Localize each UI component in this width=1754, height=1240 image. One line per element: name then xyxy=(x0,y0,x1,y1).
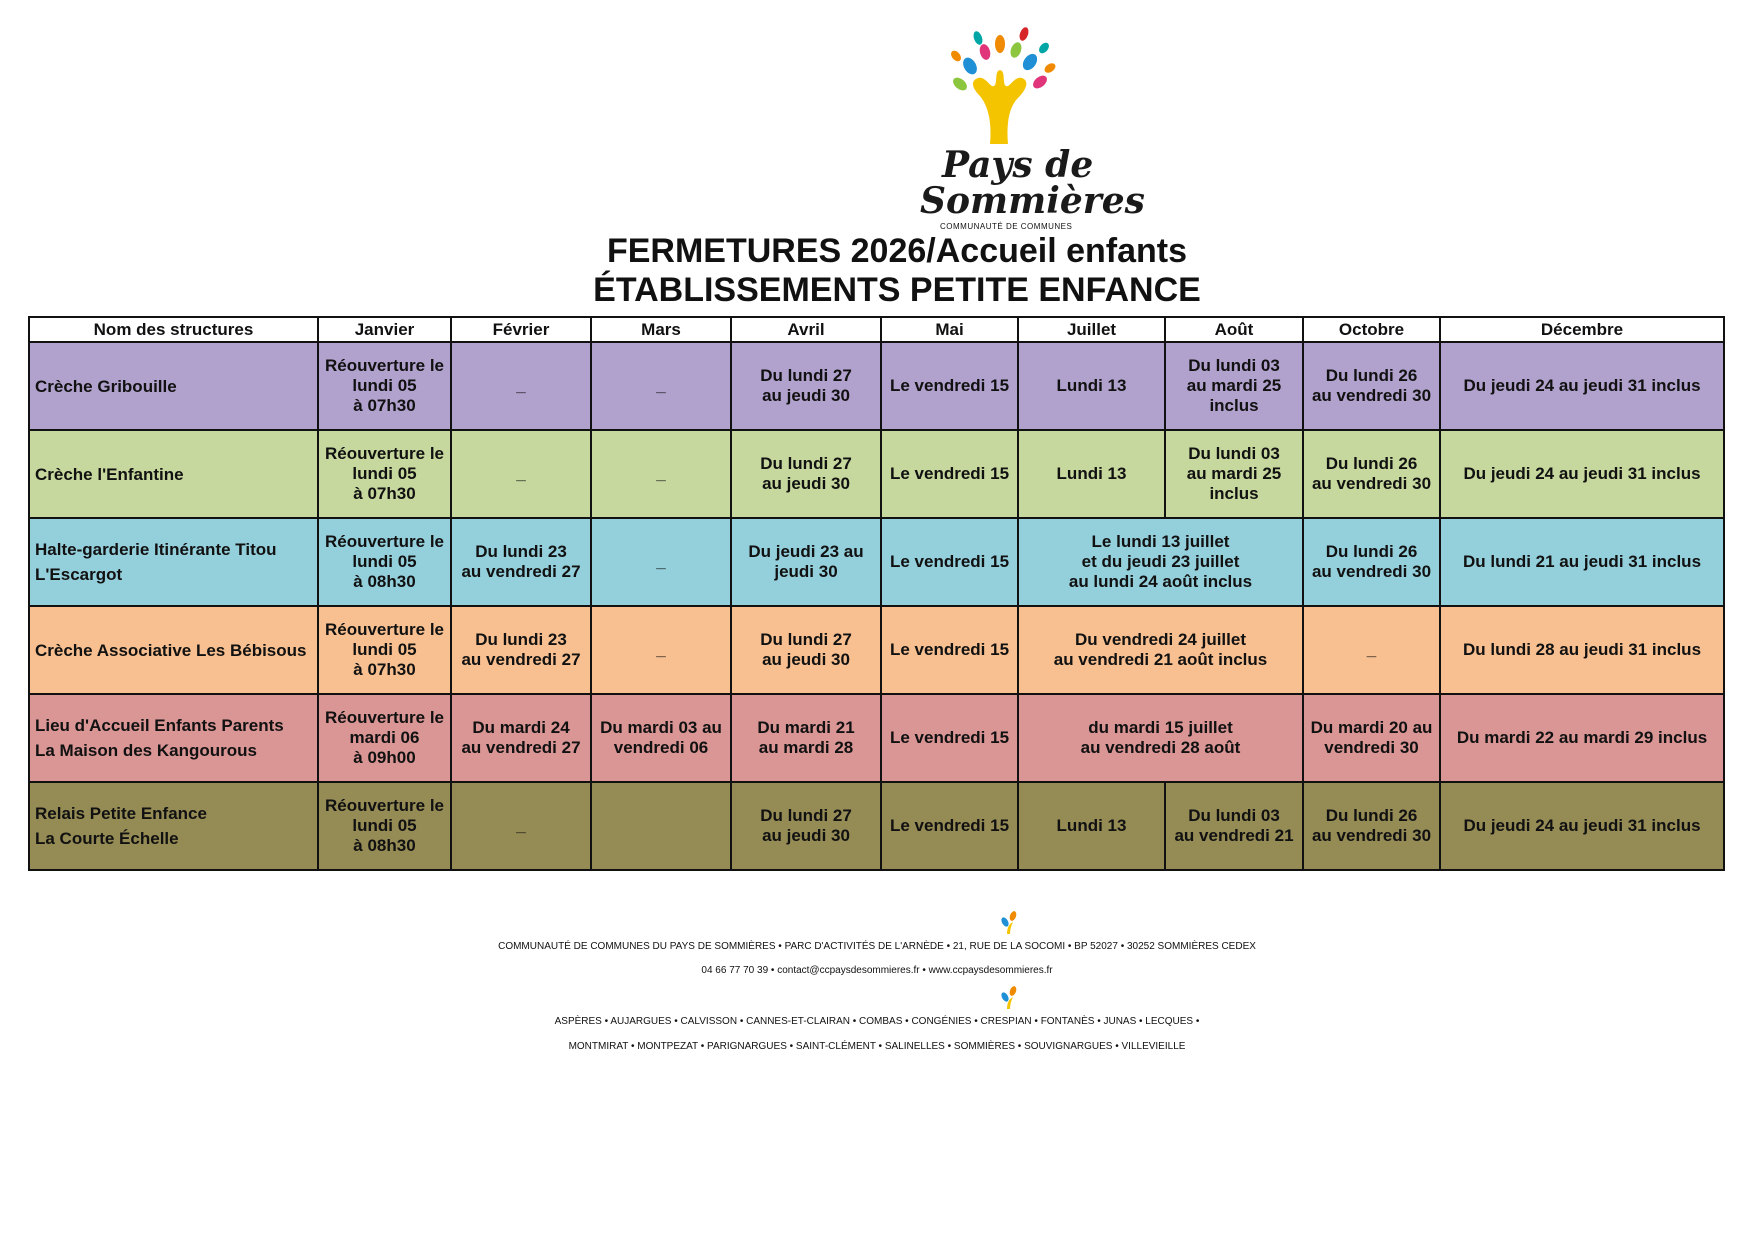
cell-mars: Du mardi 03 au vendredi 06 xyxy=(591,694,731,782)
cell-decembre: Du lundi 21 au jeudi 31 inclus xyxy=(1440,518,1724,606)
cell-decembre: Du jeudi 24 au jeudi 31 inclus xyxy=(1440,342,1724,430)
cell-mars: _ xyxy=(591,430,731,518)
cell-mai: Le vendredi 15 xyxy=(881,606,1018,694)
page-title: FERMETURES 2026/Accueil enfants xyxy=(606,232,1188,270)
table-header-row xyxy=(29,317,1724,342)
cell-avril: Du jeudi 23 au jeudi 30 xyxy=(731,518,881,606)
cell-octobre: Du lundi 26 au vendredi 30 xyxy=(1303,518,1440,606)
logo-line-1: Pays de xyxy=(942,144,1094,186)
cell-avril: Du lundi 27 au jeudi 30 xyxy=(731,430,881,518)
page-subtitle: ÉTABLISSEMENTS PETITE ENFANCE xyxy=(593,271,1201,309)
header-juillet: Juillet xyxy=(1018,317,1165,342)
table-row xyxy=(29,694,1724,782)
cell-fevrier: Du mardi 24 au vendredi 27 xyxy=(451,694,591,782)
row-name: Crèche Associative Les Bébisous xyxy=(29,606,318,694)
footer-contact: 04 66 77 70 39 • contact@ccpaysdesommieres.fr • www.ccpaysdesommieres.fr xyxy=(701,965,1053,976)
logo xyxy=(900,26,1145,236)
table-row xyxy=(29,782,1724,870)
footer-address: COMMUNAUTÉ DE COMMUNES DU PAYS DE SOMMIÈRES • PARC D'ACTIVITÉS DE L'ARNÈDE • 21, RUE DE LA SOCOMI • BP 52027 • 30252 SOMMIÈRES CEDEX xyxy=(498,941,1256,952)
cell-octobre: _ xyxy=(1303,606,1440,694)
cell-mai: Le vendredi 15 xyxy=(881,782,1018,870)
header-mai: Mai xyxy=(881,317,1018,342)
row-name: Lieu d'Accueil Enfants Parents La Maison des Kangourous xyxy=(29,694,318,782)
cell-avril: Du lundi 27 au jeudi 30 xyxy=(731,606,881,694)
closures-table xyxy=(28,316,1725,871)
header-nom: Nom des structures xyxy=(29,317,318,342)
table-row xyxy=(29,342,1724,430)
cell-octobre: Du lundi 26 au vendredi 30 xyxy=(1303,430,1440,518)
table-row xyxy=(29,430,1724,518)
cell-juillet-aout: Le lundi 13 juillet et du jeudi 23 juillet au lundi 24 août inclus xyxy=(1018,518,1303,606)
cell-mai: Le vendredi 15 xyxy=(881,518,1018,606)
leaf-logo-icon xyxy=(997,910,1021,936)
row-name: Crèche l'Enfantine xyxy=(29,430,318,518)
cell-avril: Du mardi 21 au mardi 28 xyxy=(731,694,881,782)
cell-janvier: Réouverture le lundi 05 à 07h30 xyxy=(318,430,451,518)
header-janvier: Janvier xyxy=(318,317,451,342)
cell-decembre: Du mardi 22 au mardi 29 inclus xyxy=(1440,694,1724,782)
cell-mars xyxy=(591,782,731,870)
header-octobre: Octobre xyxy=(1303,317,1440,342)
cell-fevrier: _ xyxy=(451,342,591,430)
cell-janvier: Réouverture le lundi 05 à 07h30 xyxy=(318,342,451,430)
cell-juillet: Lundi 13 xyxy=(1018,782,1165,870)
cell-mars: _ xyxy=(591,342,731,430)
row-name: Crèche Gribouille xyxy=(29,342,318,430)
cell-decembre: Du jeudi 24 au jeudi 31 inclus xyxy=(1440,430,1724,518)
row-name: Halte-garderie Itinérante Titou L'Escargot xyxy=(29,518,318,606)
header-decembre: Décembre xyxy=(1440,317,1724,342)
logo-line-3: COMMUNAUTÉ DE COMMUNES xyxy=(940,222,1073,231)
cell-avril: Du lundi 27 au jeudi 30 xyxy=(731,342,881,430)
cell-mai: Le vendredi 15 xyxy=(881,430,1018,518)
header-fevrier: Février xyxy=(451,317,591,342)
cell-juillet-aout: Du vendredi 24 juillet au vendredi 21 août inclus xyxy=(1018,606,1303,694)
cell-decembre: Du lundi 28 au jeudi 31 inclus xyxy=(1440,606,1724,694)
cell-janvier: Réouverture le lundi 05 à 08h30 xyxy=(318,518,451,606)
cell-fevrier: _ xyxy=(451,430,591,518)
cell-juillet: Lundi 13 xyxy=(1018,342,1165,430)
logo-line-2: Sommières xyxy=(920,180,1145,222)
cell-decembre: Du jeudi 24 au jeudi 31 inclus xyxy=(1440,782,1724,870)
cell-fevrier: Du lundi 23 au vendredi 27 xyxy=(451,518,591,606)
cell-janvier: Réouverture le lundi 05 à 07h30 xyxy=(318,606,451,694)
cell-janvier: Réouverture le mardi 06 à 09h00 xyxy=(318,694,451,782)
cell-mai: Le vendredi 15 xyxy=(881,342,1018,430)
table-row xyxy=(29,606,1724,694)
cell-avril: Du lundi 27 au jeudi 30 xyxy=(731,782,881,870)
tree-logo-icon xyxy=(930,26,1070,146)
cell-fevrier: Du lundi 23 au vendredi 27 xyxy=(451,606,591,694)
cell-aout: Du lundi 03 au vendredi 21 xyxy=(1165,782,1303,870)
cell-fevrier: _ xyxy=(451,782,591,870)
cell-octobre: Du mardi 20 au vendredi 30 xyxy=(1303,694,1440,782)
cell-octobre: Du lundi 26 au vendredi 30 xyxy=(1303,782,1440,870)
cell-octobre: Du lundi 26 au vendredi 30 xyxy=(1303,342,1440,430)
cell-aout: Du lundi 03 au mardi 25 inclus xyxy=(1165,342,1303,430)
cell-juillet-aout: du mardi 15 juillet au vendredi 28 août xyxy=(1018,694,1303,782)
table-row xyxy=(29,518,1724,606)
cell-janvier: Réouverture le lundi 05 à 08h30 xyxy=(318,782,451,870)
row-name: Relais Petite Enfance La Courte Échelle xyxy=(29,782,318,870)
footer-communes-2: MONTMIRAT • MONTPEZAT • PARIGNARGUES • SAINT-CLÉMENT • SALINELLES • SOMMIÈRES • SOUVIGNARGUES • VILLEVIEILLE xyxy=(568,1041,1186,1052)
leaf-logo-icon xyxy=(997,985,1021,1011)
cell-mai: Le vendredi 15 xyxy=(881,694,1018,782)
header-avril: Avril xyxy=(731,317,881,342)
cell-mars: _ xyxy=(591,606,731,694)
cell-aout: Du lundi 03 au mardi 25 inclus xyxy=(1165,430,1303,518)
header-aout: Août xyxy=(1165,317,1303,342)
cell-juillet: Lundi 13 xyxy=(1018,430,1165,518)
header-mars: Mars xyxy=(591,317,731,342)
cell-mars: _ xyxy=(591,518,731,606)
footer-communes-1: ASPÈRES • AUJARGUES • CALVISSON • CANNES-ET-CLAIRAN • COMBAS • CONGÉNIES • CRESPIAN • FONTANÈS • JUNAS • LECQUES • xyxy=(554,1016,1200,1027)
